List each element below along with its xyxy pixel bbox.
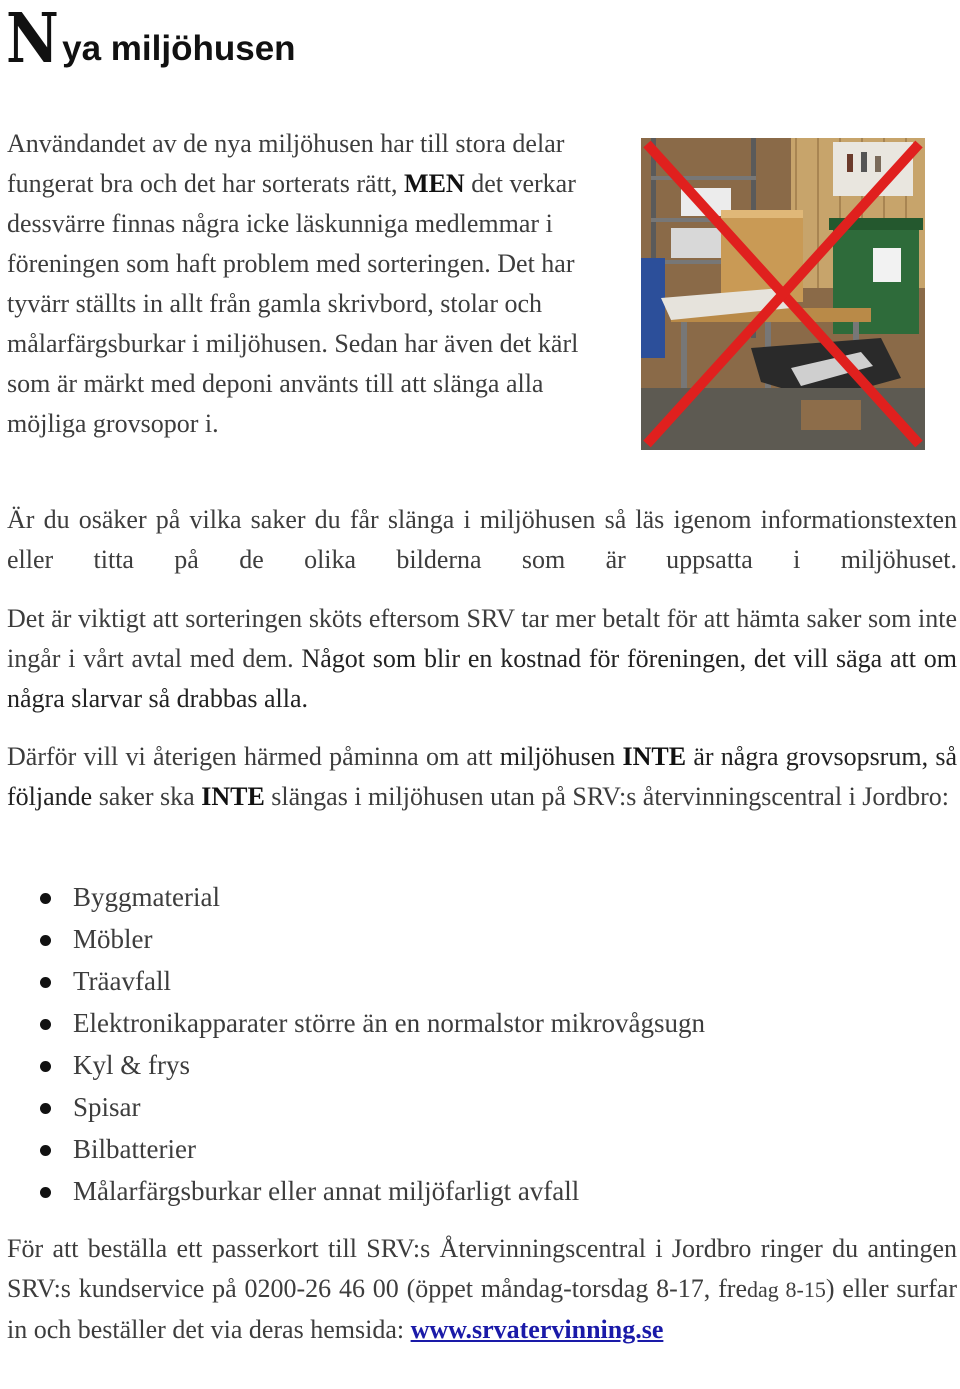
- list-item-text: Spisar: [73, 1092, 141, 1122]
- title-dropcap: N: [6, 0, 59, 79]
- list-item-text: Målarfärgsburkar eller annat miljöfarligt avfall: [73, 1176, 580, 1206]
- list-item: [0, 876, 705, 918]
- cost-sentence-1: Det är viktigt att sorteringen sköts eftersom SRV tar mer betalt för att hämta saker som inte ingår i vårt avtal med dem.: [7, 604, 957, 673]
- ordering-text-c: ) eller surfar in och beställer det via deras hemsida:: [7, 1274, 957, 1344]
- bullet-icon: [40, 935, 51, 946]
- bullet-icon: [40, 1103, 51, 1114]
- list-item-text: Kyl & frys: [73, 1050, 190, 1080]
- reminder-text-g: slängas i miljöhusen utan på SRV:s återvinningscentral i Jordbro:: [264, 782, 949, 811]
- crossed-out-photo: [641, 138, 925, 450]
- photo-illustration: [641, 138, 925, 450]
- srv-website-link[interactable]: www.srvatervinning.se: [410, 1315, 664, 1344]
- reminder-text-d: är några grovsopsrum, så följande: [7, 742, 957, 811]
- intro-text-before: Användandet av de nya miljöhusen har till stora delar fungerat bra och det har sorterats rätt,: [7, 129, 565, 198]
- bullet-icon: [40, 977, 51, 988]
- intro-paragraph: [7, 124, 627, 444]
- list-item: [0, 1170, 705, 1212]
- bullet-icon: [40, 1145, 51, 1156]
- reminder-text-e: saker ska: [92, 782, 202, 811]
- title-text: ya miljöhusen: [62, 29, 296, 68]
- reminder-emphasis-1: INTE: [622, 742, 687, 771]
- list-item: [0, 1044, 705, 1086]
- reminder-paragraph: [7, 737, 957, 817]
- list-item: [0, 1002, 705, 1044]
- ordering-paragraph: [7, 1229, 957, 1350]
- cost-paragraph: [7, 599, 957, 719]
- reminder-emphasis-2: INTE: [201, 782, 265, 811]
- list-item: [0, 960, 705, 1002]
- reminder-text-b: miljöhusen: [499, 742, 623, 771]
- list-item-text: Elektronikapparater större än en normalstor mikrovågsugn: [73, 1008, 706, 1038]
- list-item-text: Möbler: [73, 924, 153, 954]
- bullet-icon: [40, 1061, 51, 1072]
- ordering-text-b: dag 8-15: [746, 1277, 826, 1302]
- list-item: [0, 1128, 705, 1170]
- forbidden-items-list: [0, 876, 705, 1212]
- list-item-text: Bilbatterier: [73, 1134, 196, 1164]
- list-item: [0, 918, 705, 960]
- list-item-text: Byggmaterial: [73, 882, 220, 912]
- intro-emphasis: MEN: [404, 169, 465, 198]
- list-item: [0, 1086, 705, 1128]
- list-item-text: Träavfall: [73, 966, 171, 996]
- cost-sentence-2: Något som blir en kostnad för föreningen, det vill säga att om några slarvar så drabbas alla.: [7, 644, 957, 713]
- bullet-icon: [40, 1019, 51, 1030]
- reminder-text-a: Därför vill vi återigen härmed påminna om att: [7, 742, 500, 771]
- ordering-text-a: För att beställa ett passerkort till SRV:s Återvinningscentral i Jordbro ringer du antingen SRV:s kundservice på 0200-26 46 00 (öppet måndag-torsdag 8-17, fre: [7, 1234, 957, 1303]
- info-paragraph: Är du osäker på vilka saker du får slänga i miljöhusen så läs igenom informationstexten eller titta på de olika bilderna som är uppsatta i miljöhuset.: [7, 505, 957, 574]
- bullet-icon: [40, 893, 51, 904]
- page-title: [6, 0, 296, 79]
- bullet-icon: [40, 1187, 51, 1198]
- intro-text-after: det verkar dessvärre finnas några icke läskunniga medlemmar i föreningen som haft problem med sorteringen. Det har tyvärr ställts in allt från gamla skrivbord, stolar och målarfärgsburkar i miljöhusen. Sedan har även det kärl som är märkt med deponi använts till att slänga alla möjliga grovsopor i.: [7, 169, 579, 438]
